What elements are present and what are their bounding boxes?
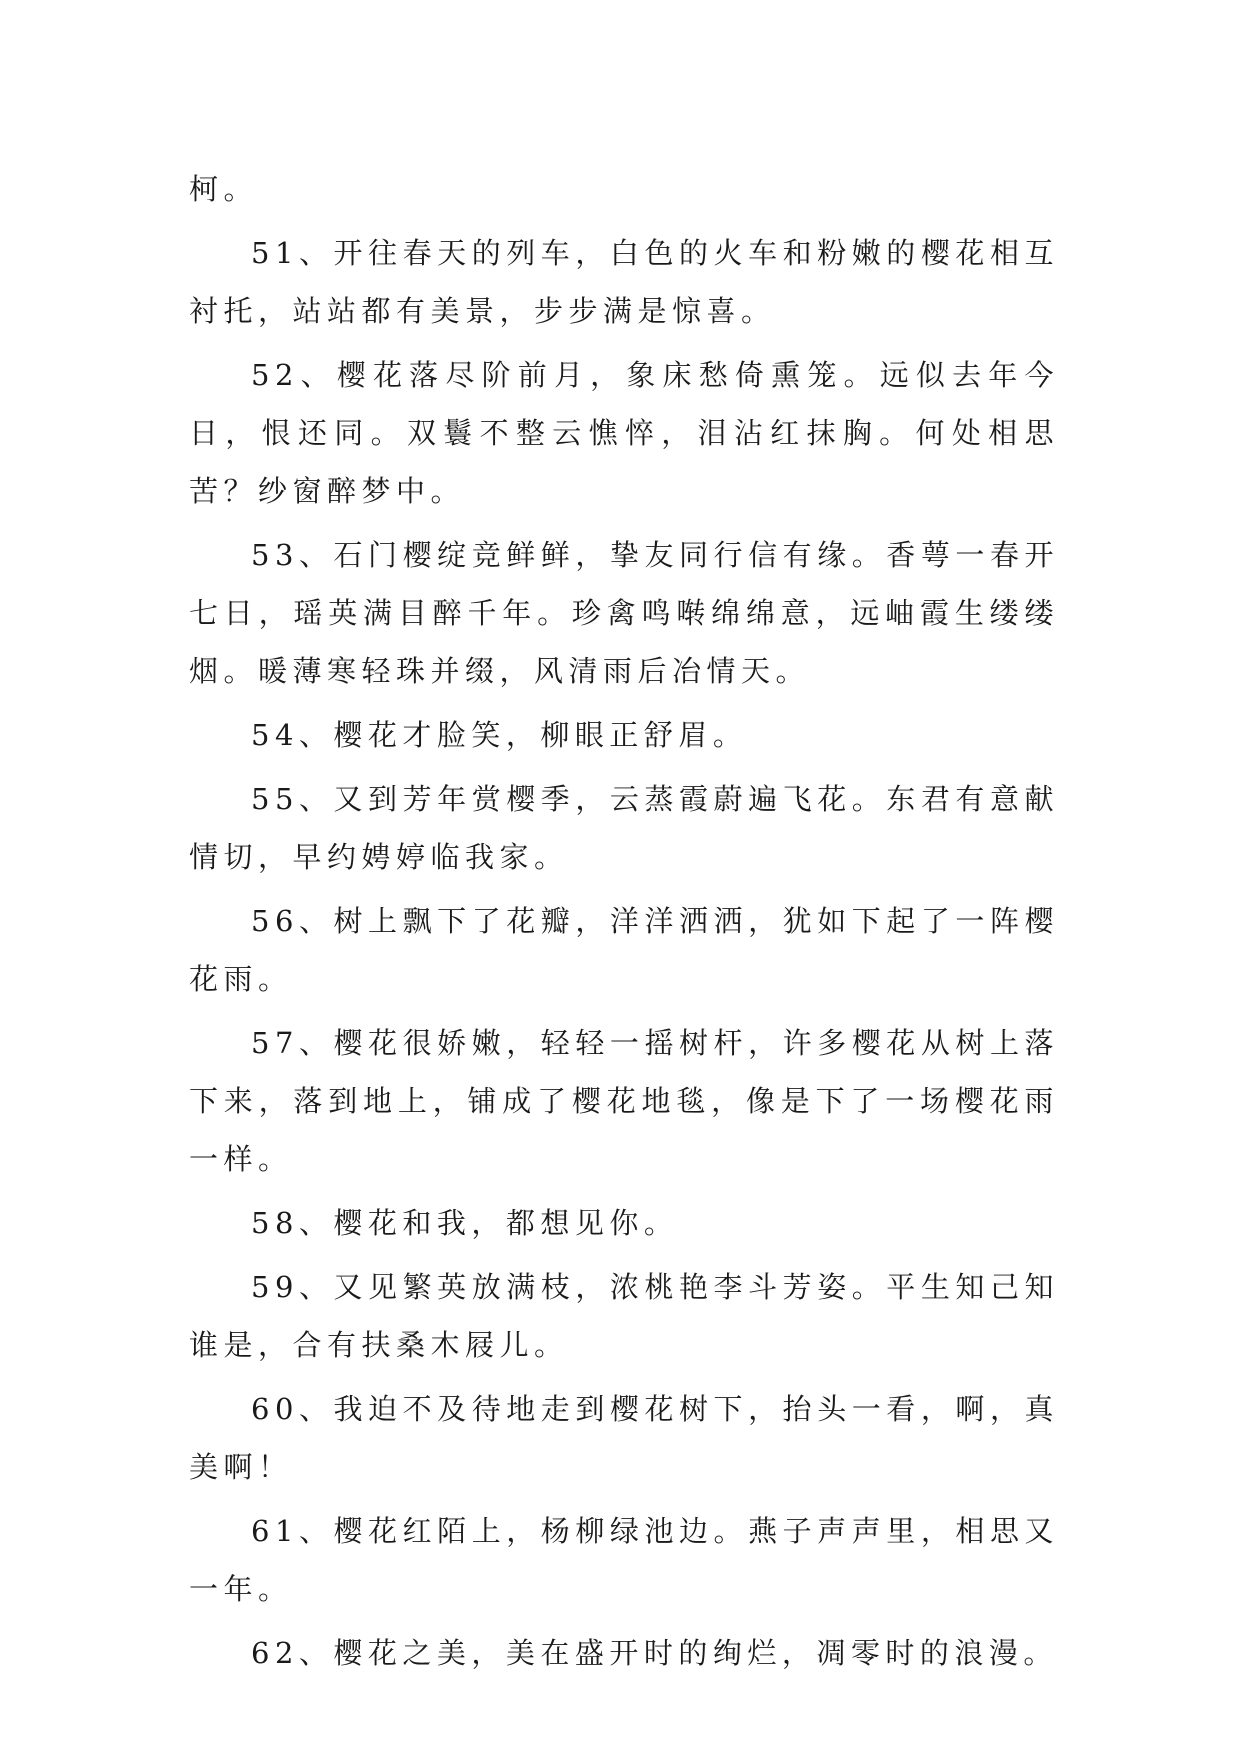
document-body bbox=[189, 160, 1059, 1688]
paragraph-51: 51、开往春天的列车，白色的火车和粉嫩的樱花相互衬托，站站都有美景，步步满是惊喜。 bbox=[189, 236, 1059, 328]
paragraph-55: 55、又到芳年赏樱季，云蒸霞蔚遍飞花。东君有意献情切，早约娉婷临我家。 bbox=[189, 782, 1059, 874]
paragraph-57: 57、樱花很娇嫩，轻轻一摇树杆，许多樱花从树上落下来，落到地上，铺成了樱花地毯，像是下了一场樱花雨一样。 bbox=[189, 1026, 1059, 1176]
paragraph-60: 60、我迫不及待地走到樱花树下，抬头一看，啊，真美啊！ bbox=[189, 1392, 1059, 1484]
paragraph-61: 61、樱花红陌上，杨柳绿池边。燕子声声里，相思又一年。 bbox=[189, 1514, 1059, 1606]
paragraph-59: 59、又见繁英放满枝，浓桃艳李斗芳姿。平生知己知谁是，合有扶桑木屐儿。 bbox=[189, 1270, 1059, 1362]
paragraph-58: 58、樱花和我，都想见你。 bbox=[251, 1206, 679, 1240]
paragraph-62: 62、樱花之美，美在盛开时的绚烂，凋零时的浪漫。 bbox=[251, 1636, 1058, 1670]
paragraph-continuation: 柯。 bbox=[189, 172, 259, 206]
paragraph-53: 53、石门樱绽竞鲜鲜，挚友同行信有缘。香萼一春开七日，瑶英满目醉千年。珍禽鸣啭绵绵意，远岫霞生缕缕烟。暖薄寒轻珠并缀，风清雨后冶情天。 bbox=[189, 538, 1059, 688]
paragraph-52: 52、樱花落尽阶前月，象床愁倚熏笼。远似去年今日，恨还同。双鬟不整云憔悴，泪沾红抹胸。何处相思苦？纱窗醉梦中。 bbox=[189, 358, 1059, 508]
paragraph-56: 56、树上飘下了花瓣，洋洋洒洒，犹如下起了一阵樱花雨。 bbox=[189, 904, 1059, 996]
paragraph-54: 54、樱花才脸笑，柳眼正舒眉。 bbox=[251, 718, 748, 752]
